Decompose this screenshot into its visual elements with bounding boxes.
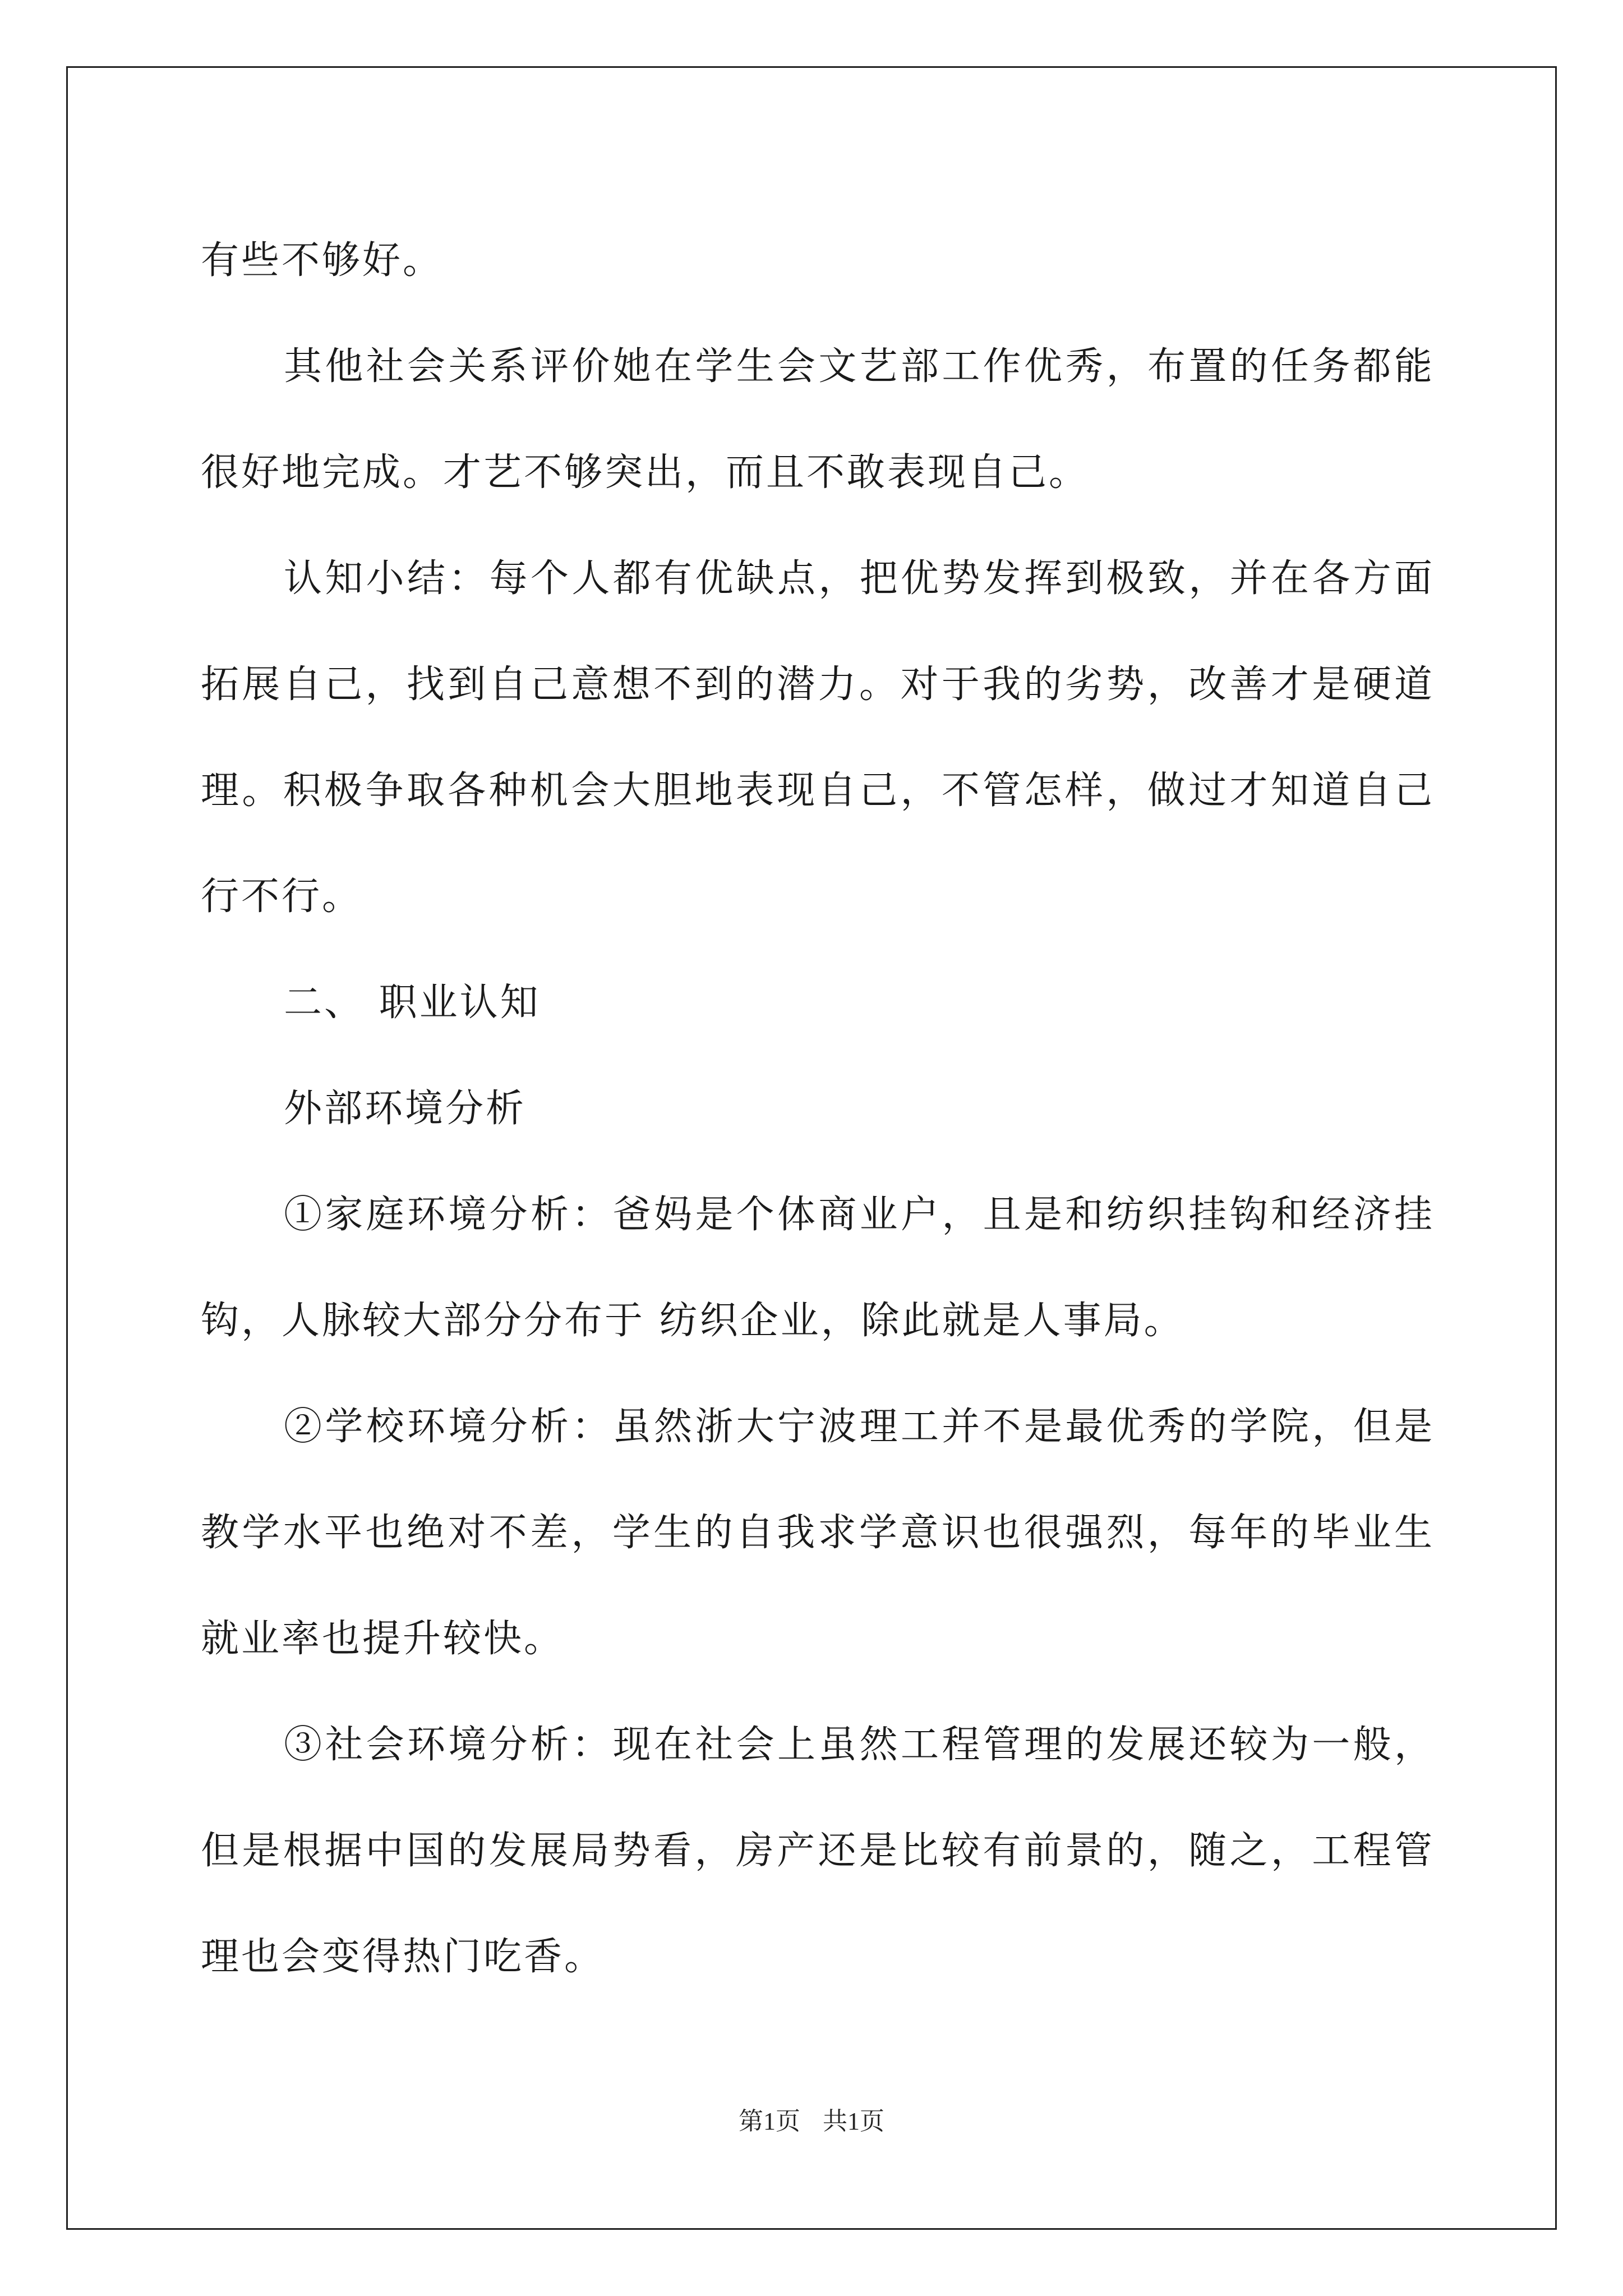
paragraph-social-environment: ③社会环境分析：现在社会上虽然工程管理的发展还较为一般，但是根据中国的发展局势看，房产还是比较有前景的，随之，工程管理也会变得热门吃香。 xyxy=(201,1723,1435,1979)
paragraph-family-environment: ①家庭环境分析：爸妈是个体商业户，且是和纺织挂钩和经济挂钩，人脉较大部分分布于 纺织企业，除此就是人事局。 xyxy=(201,1193,1435,1343)
page-footer xyxy=(0,2101,1623,2137)
page-number-current: 第1页 xyxy=(739,2108,800,2135)
subheading-external-environment: 外部环境分析 xyxy=(284,1087,527,1131)
paragraph-social-evaluation: 其他社会关系评价她在学生会文艺部工作优秀，布置的任务都能很好地完成。才艺不够突出，而且不敢表现自己。 xyxy=(201,344,1435,495)
document-body xyxy=(201,208,1435,2010)
page-number-total: 共1页 xyxy=(823,2108,884,2135)
paragraph-cognition-summary: 认知小结：每个人都有优缺点，把优势发挥到极致，并在各方面拓展自己，找到自己意想不到的潜力。对于我的劣势，改善才是硬道理。积极争取各种机会大胆地表现自己，不管怎样，做过才知道自己行不行。 xyxy=(201,556,1435,919)
paragraph-school-environment: ②学校环境分析：虽然浙大宁波理工并不是最优秀的学院，但是教学水平也绝对不差，学生的自我求学意识也很强烈，每年的毕业生就业率也提升较快。 xyxy=(201,1405,1435,1661)
paragraph-continuation: 有些不够好。 xyxy=(201,238,444,283)
section-heading-career-cognition: 二、 职业认知 xyxy=(284,981,541,1025)
